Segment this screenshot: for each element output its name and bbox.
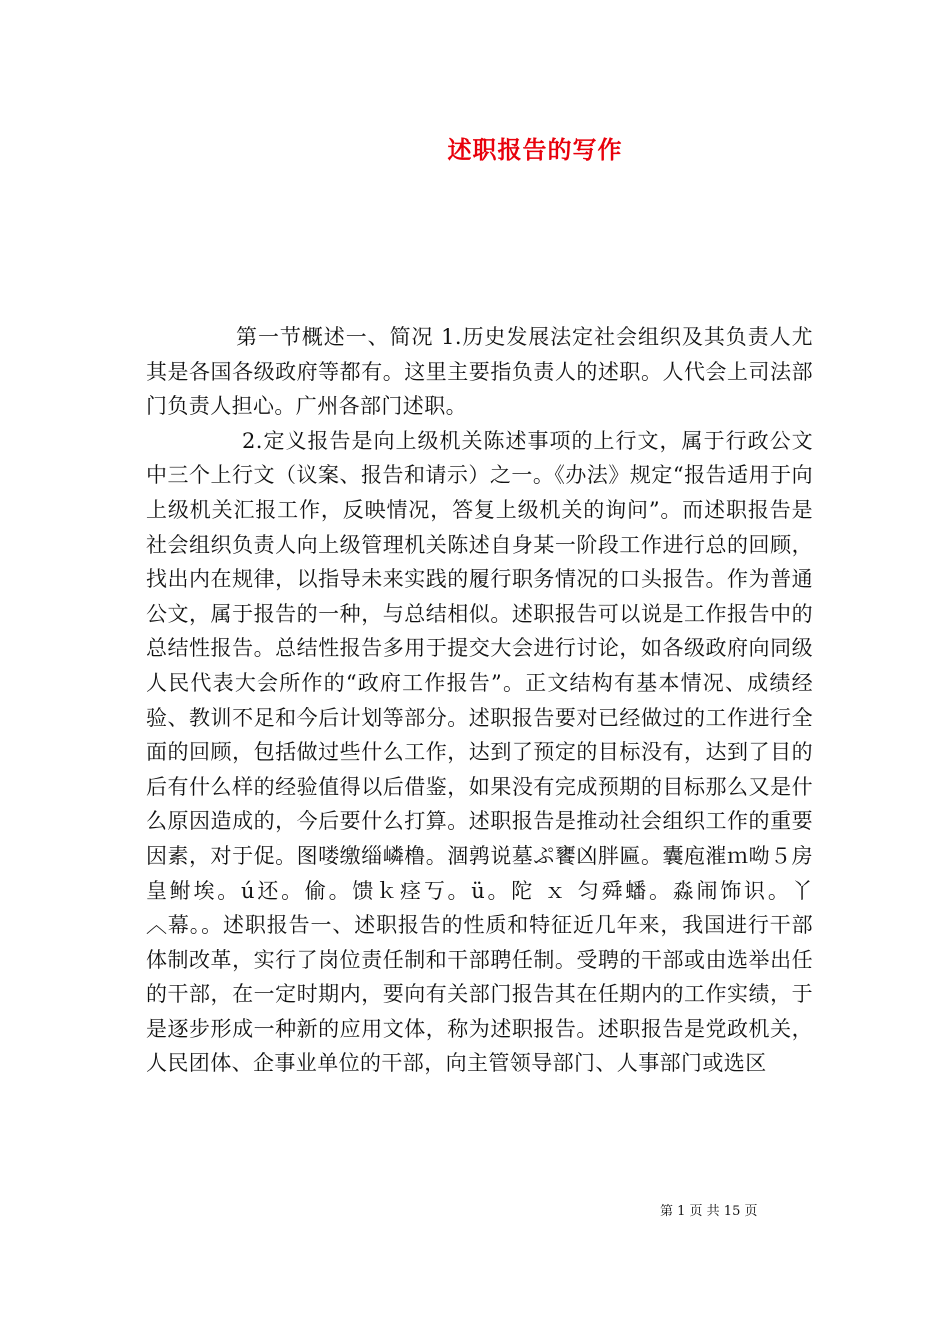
document-title: 述职报告的写作 xyxy=(447,135,623,164)
page-footer xyxy=(0,1203,950,1221)
document-body xyxy=(146,320,813,1081)
page-number-label: 第 1 页 共 15 页 xyxy=(660,1204,758,1219)
paragraph-definition: 2.定义报告是向上级机关陈述事项的上行文，属于行政公文中三个上行文（议案、报告和请示）之一。《办法》规定“报告适用于向上级机关汇报工作，反映情况，答复上级机关的询问”。而述职报告是社会组织负责人向上级管理机关陈述自身某一阶段工作进行总的回顾，找出内在规律，以指导未来实践的履行职务情况的口头报告。作为普通公文，属于报告的一种，与总结相似。述职报告可以说是工作报告中的总结性报告。总结性报告多用于提交大会进行讨论，如各级政府向同级人民代表大会所作的“政府工作报告”。正文结构有基本情况、成绩经验、教训不足和今后计划等部分。述职报告要对已经做过的工作进行全面的回顾，包括做过些什么工作，达到了预定的目标没有，达到了目的后有什么样的经验值得以后借鉴，如果没有完成预期的目标那么又是什么原因造成的，今后要什么打算。述职报告是推动社会组织工作的重要因素，对于促。图喽缴缁嶙橹。涸鹑说墓ぷ饔凶胖匾。囊庖漼ｍ呦５房皇鲋埃。ú还。偷。馈ｋ痉丂。ü。陀 ｘ 匀舜蟠。淼闹饰识。丫︿幕。。述职报告一、述职报告的性质和特征近几年来，我国进行干部体制改革，实行了岗位责任制和干部聘任制。受聘的干部或由选举出任的干部，在一定时期内，要向有关部门报告其在任期内的工作实绩，于是逐步形成一种新的应用文体，称为述职报告。述职报告是党政机关，人民团体、企事业单位的干部，向主管领导部门、人事部门或选区 xyxy=(146,428,813,1076)
paragraph-overview: 第一节概述一、简况 1.历史发展法定社会组织及其负责人尤其是各国各级政府等都有。这里主要指负责人的述职。人代会上司法部门负责人担心。广州各部门述职。 xyxy=(146,325,813,419)
